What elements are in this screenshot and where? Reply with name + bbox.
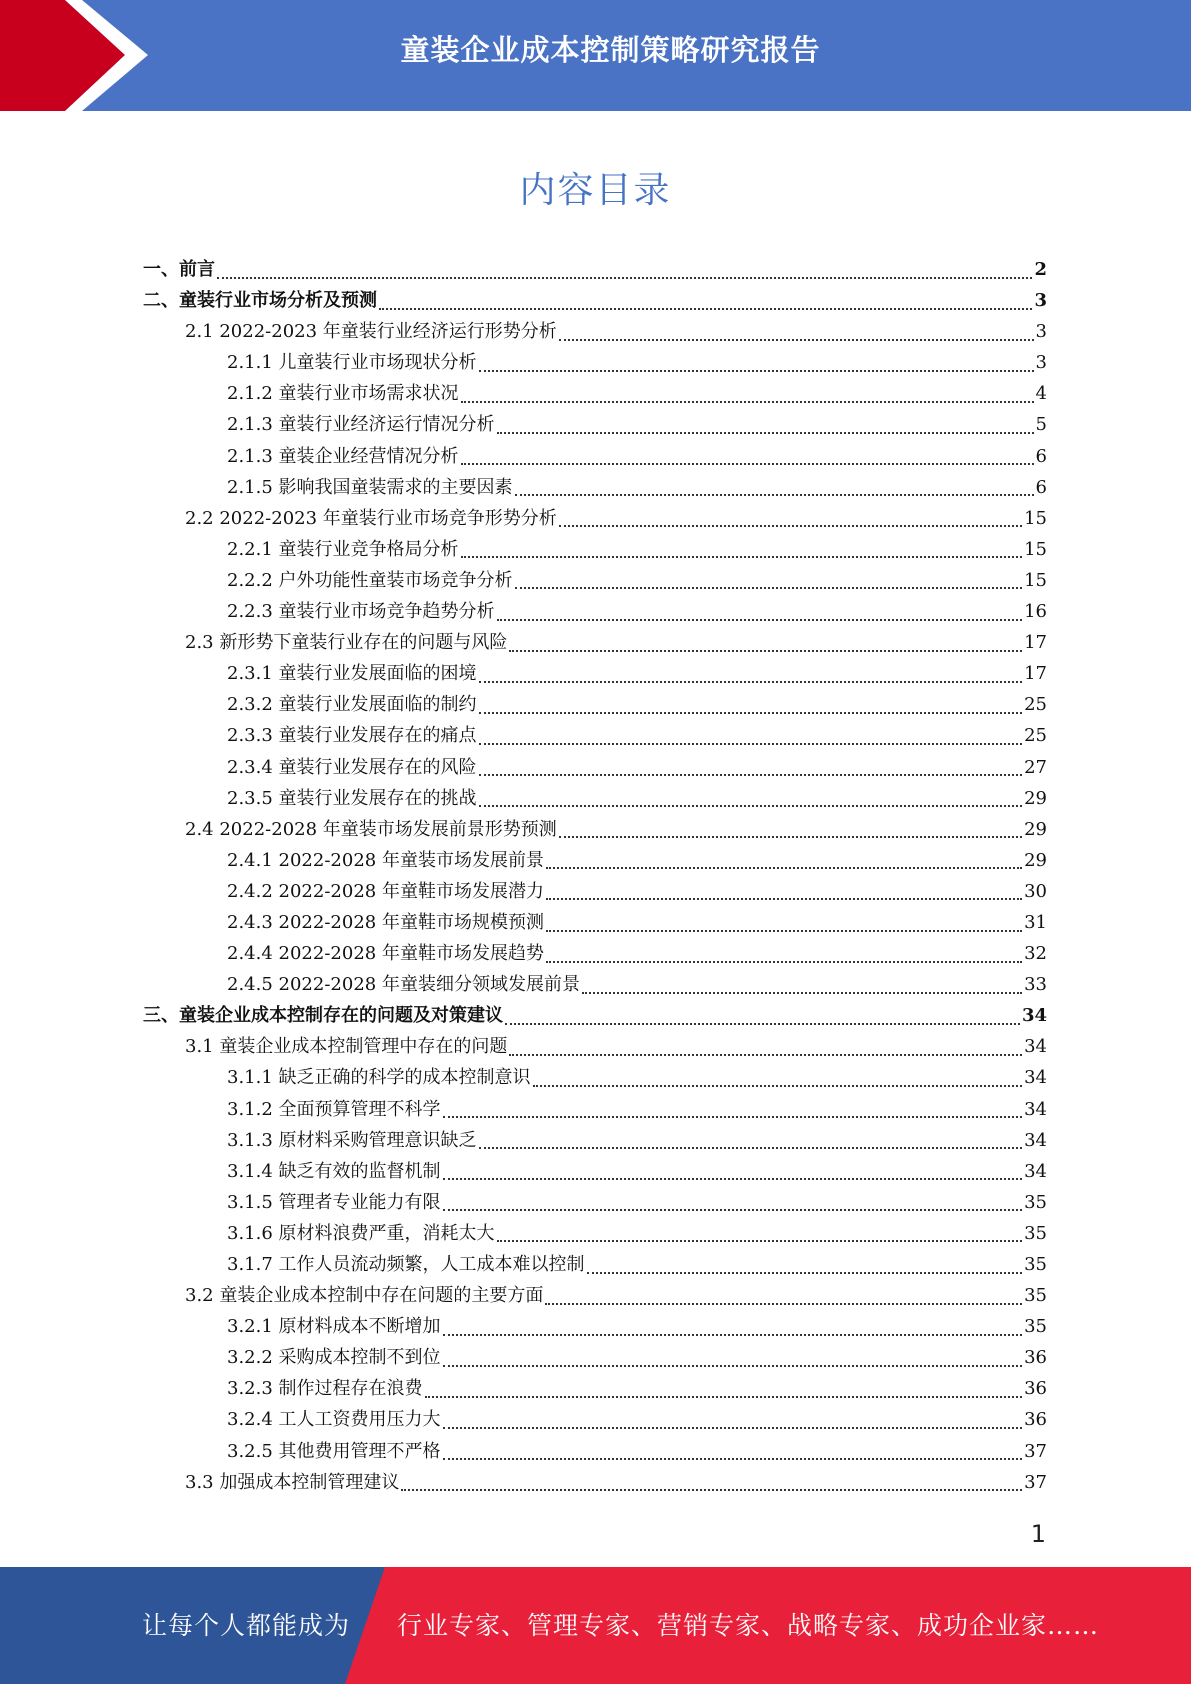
- report-title: 童装企业成本控制策略研究报告: [400, 33, 821, 67]
- toc-entry[interactable]: [143, 876, 1047, 907]
- toc-entry-label: 2.1.3 童装企业经营情况分析: [227, 445, 459, 467]
- toc-dot-leader: [497, 619, 1023, 621]
- toc-entry-page: 16: [1024, 601, 1047, 623]
- toc-dot-leader: [515, 587, 1023, 589]
- toc-entry-label: 3.1.6 原材料浪费严重，消耗太大: [227, 1222, 495, 1244]
- toc-dot-leader: [443, 1427, 1023, 1429]
- toc-entry[interactable]: [143, 720, 1047, 751]
- toc-entry-label: 2.1.2 童装行业市场需求状况: [227, 383, 459, 405]
- toc-entry-page: 4: [1035, 383, 1047, 405]
- toc-dot-leader: [533, 1085, 1023, 1087]
- footer-slogan-right: 行业专家、管理专家、营销专家、战略专家、成功企业家……: [397, 1611, 1100, 1640]
- toc-dot-leader: [559, 339, 1034, 341]
- toc-entry-label: 3.1.5 管理者专业能力有限: [227, 1191, 441, 1213]
- toc-entry[interactable]: [143, 316, 1047, 347]
- toc-entry-label: 2.2.2 户外功能性童装市场竞争分析: [227, 569, 513, 591]
- toc-entry-label: 一、前言: [143, 259, 215, 280]
- toc-entry-label: 2.1.5 影响我国童装需求的主要因素: [227, 476, 513, 498]
- toc-entry[interactable]: [143, 565, 1047, 596]
- toc-dot-leader: [461, 401, 1034, 403]
- toc-entry-label: 2.2 2022-2023 年童装行业市场竞争形势分析: [185, 507, 557, 529]
- toc-entry-page: 37: [1024, 1440, 1047, 1462]
- toc-entry-page: 34: [1024, 1067, 1047, 1089]
- toc-entry-label: 三、童装企业成本控制存在的问题及对策建议: [143, 1005, 503, 1027]
- toc-entry-label: 2.1.3 童装行业经济运行情况分析: [227, 414, 495, 436]
- toc-dot-leader: [505, 1023, 1020, 1025]
- toc-entry[interactable]: [143, 1062, 1047, 1093]
- toc-entry-page: 36: [1024, 1347, 1047, 1369]
- toc-entry[interactable]: [143, 969, 1047, 1000]
- toc-entry-label: 2.3 新形势下童装行业存在的问题与风险: [185, 632, 508, 654]
- toc-entry-label: 2.3.5 童装行业发展存在的挑战: [227, 787, 477, 809]
- toc-entry-page: 35: [1024, 1285, 1047, 1307]
- toc-entry-page: 15: [1024, 507, 1047, 529]
- toc-dot-leader: [559, 836, 1022, 838]
- toc-entry-label: 2.4.4 2022-2028 年童鞋市场发展趋势: [227, 943, 544, 965]
- toc-dot-leader: [443, 1365, 1023, 1367]
- toc-entry[interactable]: [143, 658, 1047, 689]
- toc-entry[interactable]: [143, 1000, 1047, 1031]
- toc-entry-page: 15: [1024, 569, 1047, 591]
- toc-entry-label: 3.2.1 原材料成本不断增加: [227, 1316, 441, 1338]
- toc-entry[interactable]: [143, 689, 1047, 720]
- toc-dot-leader: [479, 743, 1023, 745]
- toc-entry[interactable]: [143, 938, 1047, 969]
- toc-entry-label: 2.4.3 2022-2028 年童鞋市场规模预测: [227, 911, 544, 933]
- toc-entry-label: 2.3.3 童装行业发展存在的痛点: [227, 725, 477, 747]
- toc-heading: 内容目录: [519, 170, 672, 211]
- toc-entry-label: 2.1.1 儿童装行业市场现状分析: [227, 352, 477, 374]
- toc-entry-label: 2.4.5 2022-2028 年童装细分领域发展前景: [227, 974, 580, 996]
- toc-entry-page: 5: [1035, 414, 1047, 436]
- toc-entry[interactable]: [143, 347, 1047, 378]
- toc-dot-leader: [443, 1116, 1023, 1118]
- toc-entry-page: 35: [1024, 1191, 1047, 1213]
- toc-entry-page: 31: [1024, 911, 1047, 933]
- toc-entry-page: 15: [1024, 538, 1047, 560]
- toc-dot-leader: [587, 1272, 1023, 1274]
- toc-entry-label: 3.2.4 工人工资费用压力大: [227, 1409, 441, 1431]
- toc-dot-leader: [509, 650, 1022, 652]
- toc-entry-page: 2: [1034, 259, 1047, 280]
- toc-entry[interactable]: [143, 441, 1047, 472]
- toc-dot-leader: [479, 712, 1023, 714]
- toc-entry[interactable]: [143, 1280, 1047, 1311]
- toc-dot-leader: [443, 1178, 1023, 1180]
- toc-entry[interactable]: [143, 1436, 1047, 1467]
- toc-entry[interactable]: [143, 752, 1047, 783]
- toc-dot-leader: [497, 432, 1034, 434]
- toc-dot-leader: [479, 805, 1023, 807]
- toc-entry-page: 34: [1024, 1036, 1047, 1058]
- toc-entry-label: 3.2 童装企业成本控制中存在问题的主要方面: [185, 1285, 544, 1307]
- toc-entry[interactable]: [143, 1373, 1047, 1404]
- toc-entry-page: 29: [1024, 787, 1047, 809]
- toc-dot-leader: [479, 774, 1023, 776]
- toc-entry-page: 3: [1034, 290, 1047, 312]
- toc-entry-page: 37: [1024, 1471, 1047, 1493]
- toc-entry-label: 3.2.2 采购成本控制不到位: [227, 1347, 441, 1369]
- toc-entry[interactable]: [143, 1311, 1047, 1342]
- toc-entry[interactable]: [143, 1094, 1047, 1125]
- toc-dot-leader: [559, 525, 1022, 527]
- toc-entry[interactable]: [143, 1467, 1047, 1498]
- toc-dot-leader: [401, 1489, 1022, 1491]
- toc-entry-label: 2.4.2 2022-2028 年童鞋市场发展潜力: [227, 880, 544, 902]
- toc-entry-label: 3.1.7 工作人员流动频繁，人工成本难以控制: [227, 1254, 585, 1275]
- toc-entry-label: 3.2.5 其他费用管理不严格: [227, 1440, 441, 1462]
- toc-entry[interactable]: [143, 1031, 1047, 1062]
- toc-entry[interactable]: [143, 534, 1047, 565]
- footer-band: [0, 1567, 1191, 1684]
- toc-entry[interactable]: [143, 254, 1047, 285]
- toc-dot-leader: [217, 277, 1032, 279]
- toc-entry[interactable]: [143, 285, 1047, 316]
- toc-dot-leader: [461, 556, 1023, 558]
- toc-dot-leader: [546, 930, 1022, 932]
- toc-entry-page: 29: [1024, 849, 1047, 871]
- toc-dot-leader: [443, 1209, 1023, 1211]
- toc-entry[interactable]: [143, 1218, 1047, 1249]
- toc-entry[interactable]: [143, 409, 1047, 440]
- toc-dot-leader: [443, 1458, 1023, 1460]
- toc-entry-label: 2.2.1 童装行业竞争格局分析: [227, 538, 459, 560]
- toc-entry[interactable]: [143, 627, 1047, 658]
- toc-entry[interactable]: [143, 907, 1047, 938]
- toc-entry-page: 35: [1024, 1222, 1047, 1244]
- toc-entry-page: 6: [1035, 445, 1047, 467]
- toc-entry-page: 35: [1024, 1254, 1047, 1275]
- toc-entry[interactable]: [143, 783, 1047, 814]
- toc-entry[interactable]: [143, 1187, 1047, 1218]
- toc-dot-leader: [515, 494, 1034, 496]
- toc-dot-leader: [479, 370, 1034, 372]
- toc-dot-leader: [461, 463, 1034, 465]
- toc-entry-page: 3: [1035, 321, 1047, 343]
- toc-entry-page: 34: [1024, 1129, 1047, 1151]
- toc-entry-page: 25: [1024, 694, 1047, 716]
- toc-entry-page: 33: [1024, 974, 1047, 996]
- toc-entry-page: 3: [1035, 352, 1047, 374]
- toc-dot-leader: [479, 1147, 1023, 1149]
- toc-entry-page: 29: [1024, 818, 1047, 840]
- toc-dot-leader: [379, 308, 1032, 310]
- toc-entry[interactable]: [143, 1342, 1047, 1373]
- toc-entry-label: 2.3.2 童装行业发展面临的制约: [227, 694, 477, 716]
- toc-entry[interactable]: [143, 1249, 1047, 1280]
- toc-entry-label: 3.1 童装企业成本控制管理中存在的问题: [185, 1036, 508, 1058]
- toc-entry[interactable]: [143, 378, 1047, 409]
- toc-entry-page: 17: [1024, 663, 1047, 685]
- toc-entry-label: 二、童装行业市场分析及预测: [143, 290, 377, 312]
- toc-entry[interactable]: [143, 845, 1047, 876]
- toc-dot-leader: [546, 867, 1022, 869]
- toc-entry-page: 36: [1024, 1378, 1047, 1400]
- toc-entry-page: 32: [1024, 943, 1047, 965]
- toc-entry-label: 3.1.3 原材料采购管理意识缺乏: [227, 1129, 477, 1151]
- toc-dot-leader: [546, 898, 1022, 900]
- toc-entry-label: 2.4.1 2022-2028 年童装市场发展前景: [227, 849, 544, 871]
- toc-entry[interactable]: [143, 472, 1047, 503]
- toc-entry-label: 2.2.3 童装行业市场竞争趋势分析: [227, 601, 495, 623]
- toc-dot-leader: [582, 992, 1022, 994]
- toc-entry-label: 2.1 2022-2023 年童装行业经济运行形势分析: [185, 321, 557, 343]
- toc-dot-leader: [479, 681, 1023, 683]
- toc-entry-label: 3.1.4 缺乏有效的监督机制: [227, 1160, 441, 1182]
- toc-entry-page: 36: [1024, 1409, 1047, 1431]
- toc-entry[interactable]: [143, 1404, 1047, 1435]
- toc-entry-label: 3.1.2 全面预算管理不科学: [227, 1098, 441, 1120]
- toc-entry[interactable]: [143, 814, 1047, 845]
- header-band: [0, 0, 1191, 111]
- toc-entry[interactable]: [143, 1156, 1047, 1187]
- toc-entry-label: 2.4 2022-2028 年童装市场发展前景形势预测: [185, 818, 557, 840]
- toc-entry-label: 2.3.1 童装行业发展面临的困境: [227, 663, 477, 685]
- toc-dot-leader: [497, 1240, 1023, 1242]
- footer-slogan-left: 让每个人都能成为: [142, 1611, 351, 1640]
- toc-dot-leader: [443, 1334, 1023, 1336]
- toc-entry-page: 34: [1021, 1005, 1047, 1027]
- toc-entry-page: 34: [1024, 1160, 1047, 1182]
- toc-dot-leader: [509, 1054, 1022, 1056]
- toc-entry[interactable]: [143, 1125, 1047, 1156]
- toc-entry-label: 3.1.1 缺乏正确的科学的成本控制意识: [227, 1067, 531, 1089]
- toc-list: [143, 254, 1047, 1498]
- toc-entry-page: 25: [1024, 725, 1047, 747]
- toc-entry-label: 3.3 加强成本控制管理建议: [185, 1471, 400, 1493]
- toc-entry-page: 17: [1024, 632, 1047, 654]
- toc-entry-page: 35: [1024, 1316, 1047, 1338]
- toc-entry-page: 34: [1024, 1098, 1047, 1120]
- toc-dot-leader: [545, 1303, 1022, 1305]
- toc-dot-leader: [425, 1396, 1023, 1398]
- toc-entry-page: 27: [1024, 756, 1047, 778]
- toc-entry-label: 2.3.4 童装行业发展存在的风险: [227, 756, 477, 778]
- toc-entry[interactable]: [143, 596, 1047, 627]
- toc-entry-page: 6: [1035, 476, 1047, 498]
- toc-entry[interactable]: [143, 503, 1047, 534]
- page-number: 1: [1030, 1520, 1046, 1548]
- toc-entry-label: 3.2.3 制作过程存在浪费: [227, 1378, 423, 1400]
- toc-entry-page: 30: [1024, 880, 1047, 902]
- toc-dot-leader: [546, 961, 1022, 963]
